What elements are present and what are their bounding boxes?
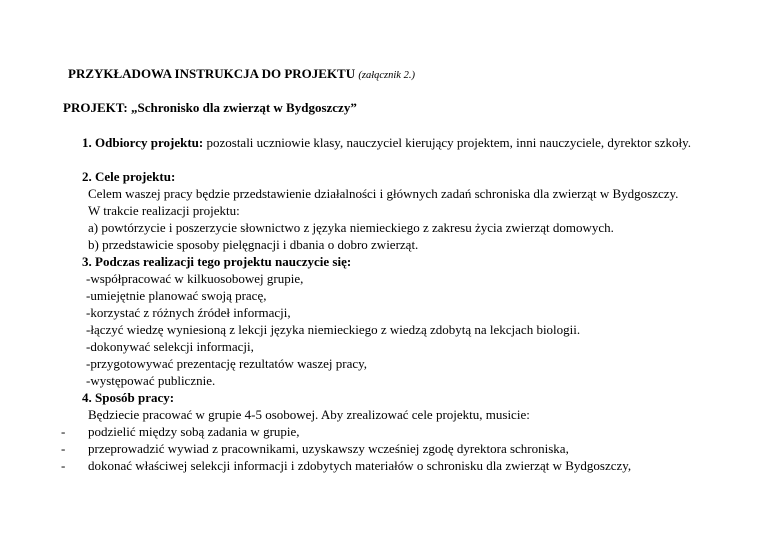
method-item-2: przeprowadzić wywiad z pracownikami, uzyskawszy wcześniej zgodę dyrektora schroniska, bbox=[88, 441, 569, 456]
attachment-note: (załącznik 2.) bbox=[358, 70, 415, 81]
skills-item-3: -korzystać z różnych źródeł informacji, bbox=[86, 305, 291, 320]
skills-item-2: -umiejętnie planować swoją pracę, bbox=[86, 288, 267, 303]
skills-item-6: -przygotowywać prezentację rezultatów waszej pracy, bbox=[86, 356, 368, 371]
method-item-3: dokonać właściwej selekcji informacji i zdobytych materiałów o schronisku dla zwierząt w Bydgoszczy, bbox=[88, 458, 632, 473]
goals-line-1: Celem waszej pracy będzie przedstawienie działalności i głównych zadań schroniska dla zwierząt w Bydgoszczy. bbox=[88, 186, 679, 201]
project-line bbox=[63, 100, 357, 115]
goals-line-2: W trakcie realizacji projektu: bbox=[88, 203, 240, 218]
method-item-1: podzielić między sobą zadania w grupie, bbox=[88, 424, 300, 439]
section-skills-heading: 3. Podczas realizacji tego projektu nauczycie się: bbox=[82, 254, 352, 269]
document-title-line bbox=[68, 66, 415, 83]
skills-item-4: -łączyć wiedzę wyniesioną z lekcji języka niemieckiego z wiedzą zdobytą na lekcjach biologii. bbox=[86, 322, 581, 337]
goals-line-3: a) powtórzycie i poszerzycie słownictwo z języka niemieckiego z zakresu życia zwierząt domowych. bbox=[88, 220, 614, 235]
method-bullet-1: - bbox=[61, 424, 66, 439]
method-intro: Będziecie pracować w grupie 4-5 osobowej. Aby zrealizować cele projektu, musicie: bbox=[88, 407, 530, 422]
project-label: PROJEKT: bbox=[63, 100, 128, 115]
method-bullet-3: - bbox=[61, 458, 66, 473]
section-recipients bbox=[82, 135, 691, 150]
section-recipients-text: pozostali uczniowie klasy, nauczyciel kierujący projektem, inni nauczyciele, dyrektor szkoły. bbox=[203, 135, 692, 150]
section-recipients-heading: 1. Odbiorcy projektu: bbox=[82, 135, 204, 150]
skills-item-5: -dokonywać selekcji informacji, bbox=[86, 339, 254, 354]
section-goals-heading: 2. Cele projektu: bbox=[82, 169, 176, 184]
skills-item-1: -współpracować w kilkuosobowej grupie, bbox=[86, 271, 304, 286]
section-method-heading: 4. Sposób pracy: bbox=[82, 390, 175, 405]
skills-item-7: -występować publicznie. bbox=[86, 373, 216, 388]
method-bullet-2: - bbox=[61, 441, 66, 456]
project-name: „Schronisko dla zwierząt w Bydgoszczy” bbox=[131, 100, 357, 115]
document-title: PRZYKŁADOWA INSTRUKCJA DO PROJEKTU bbox=[68, 66, 356, 81]
goals-line-4: b) przedstawicie sposoby pielęgnacji i dbania o dobro zwierząt. bbox=[88, 237, 419, 252]
